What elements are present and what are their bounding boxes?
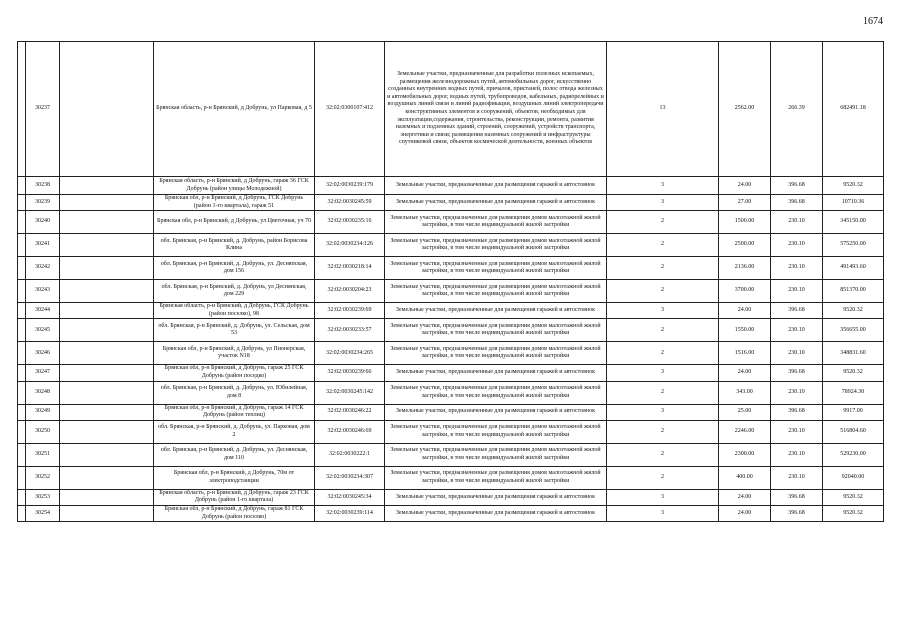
empty-cell bbox=[18, 443, 26, 466]
blank-cell bbox=[60, 211, 154, 234]
address-cell: Брянская обл, р-н Брянский, д Добрунь, ул Цветочная, уч 70 bbox=[154, 211, 315, 234]
address-cell: Брянская область, р-н Брянский, д Добрунь, гараж 36 ГСК Добрунь (район улицы Молодежной) bbox=[154, 177, 315, 195]
record-number: 30244 bbox=[26, 303, 60, 319]
page-number: 1674 bbox=[863, 16, 883, 27]
address-cell: Брянская обл, р-н Брянский, д Добрунь, гараж 81 ГСК Добрунь (район поселко) bbox=[154, 505, 315, 521]
use-group: 3 bbox=[607, 177, 719, 195]
cadastral-value: 92040.00 bbox=[823, 466, 884, 489]
empty-cell bbox=[18, 365, 26, 381]
area-cell: 27.00 bbox=[719, 195, 771, 211]
land-use-cell: Земельные участки, предназначенные для размещения домов малоэтажной жилой застройки, в том числе индивидуальной жилой застройки bbox=[385, 211, 607, 234]
empty-cell bbox=[18, 42, 26, 177]
address-cell: Брянская обл, р-н Брянский, д Добрунь, 70м от электроподстанции bbox=[154, 466, 315, 489]
specific-value: 230.10 bbox=[771, 280, 823, 303]
empty-cell bbox=[18, 404, 26, 420]
blank-cell bbox=[60, 404, 154, 420]
blank-cell bbox=[60, 319, 154, 342]
land-use-cell: Земельные участки, предназначенные для размещения домов малоэтажной жилой застройки, в том числе индивидуальной жилой застройки bbox=[385, 319, 607, 342]
use-group: 3 bbox=[607, 489, 719, 505]
area-cell: 1516.00 bbox=[719, 342, 771, 365]
specific-value: 396.68 bbox=[771, 303, 823, 319]
area-cell: 1550.00 bbox=[719, 319, 771, 342]
area-cell: 2246.00 bbox=[719, 420, 771, 443]
area-cell: 1500.00 bbox=[719, 211, 771, 234]
cadastral-number: 32:02:0030246:22 bbox=[315, 404, 385, 420]
address-cell: обл. Брянская, р-н Брянский, д. Добрунь, ул. Деснянская, дом 110 bbox=[154, 443, 315, 466]
table-body bbox=[18, 42, 884, 522]
record-number: 30251 bbox=[26, 443, 60, 466]
cadastral-value: 356655.00 bbox=[823, 319, 884, 342]
area-cell: 2562.00 bbox=[719, 42, 771, 177]
use-group: 2 bbox=[607, 211, 719, 234]
table-row bbox=[18, 404, 884, 420]
record-number: 30239 bbox=[26, 195, 60, 211]
land-use-cell: Земельные участки, предназначенные для размещения гаражей и автостоянок bbox=[385, 404, 607, 420]
cadastral-value: 516804.60 bbox=[823, 420, 884, 443]
use-group: 2 bbox=[607, 381, 719, 404]
area-cell: 25.00 bbox=[719, 404, 771, 420]
cadastral-number: 32:02:0030234:307 bbox=[315, 466, 385, 489]
land-use-cell: Земельные участки, предназначенные для размещения домов малоэтажной жилой застройки, в том числе индивидуальной жилой застройки bbox=[385, 280, 607, 303]
record-number: 30237 bbox=[26, 42, 60, 177]
table-row bbox=[18, 234, 884, 257]
specific-value: 230.10 bbox=[771, 257, 823, 280]
empty-cell bbox=[18, 177, 26, 195]
address-cell: обл. Брянская, р-н Брянский, д. Добрунь, ул. Парковая, дом 2 bbox=[154, 420, 315, 443]
use-group: 3 bbox=[607, 505, 719, 521]
cadastral-value: 9520.32 bbox=[823, 365, 884, 381]
specific-value: 230.10 bbox=[771, 443, 823, 466]
record-number: 30254 bbox=[26, 505, 60, 521]
table-row bbox=[18, 420, 884, 443]
empty-cell bbox=[18, 195, 26, 211]
address-cell: Брянская область, р-н Брянский, д Добрунь, гараж 23 ГСК Добрунь (район 1-го квартала) bbox=[154, 489, 315, 505]
specific-value: 396.68 bbox=[771, 365, 823, 381]
use-group: 2 bbox=[607, 342, 719, 365]
cadastral-number: 32:02:0030245:59 bbox=[315, 195, 385, 211]
blank-cell bbox=[60, 195, 154, 211]
area-cell: 3700.00 bbox=[719, 280, 771, 303]
address-cell: Брянская обл, р-н Брянский, д Добрунь, ул Пионерская, участок N18 bbox=[154, 342, 315, 365]
table-row bbox=[18, 42, 884, 177]
record-number: 30246 bbox=[26, 342, 60, 365]
table-row bbox=[18, 257, 884, 280]
empty-cell bbox=[18, 257, 26, 280]
specific-value: 396.68 bbox=[771, 404, 823, 420]
cadastral-number: 32:02:0300107:412 bbox=[315, 42, 385, 177]
land-use-cell: Земельные участки, предназначенные для размещения домов малоэтажной жилой застройки, в том числе индивидуальной жилой застройки bbox=[385, 342, 607, 365]
cadastral-number: 32:02:0030245:34 bbox=[315, 489, 385, 505]
blank-cell bbox=[60, 420, 154, 443]
address-cell: Брянская обл, р-н Брянский, д Добрунь, гараж 14 ГСК Добрунь (район теплиц) bbox=[154, 404, 315, 420]
specific-value: 396.68 bbox=[771, 505, 823, 521]
cadastral-number: 32:02:0030222:1 bbox=[315, 443, 385, 466]
cadastral-value: 348831.60 bbox=[823, 342, 884, 365]
address-cell: Брянская область, р-н Брянский, д Добрунь, ГСК Добрунь (район поселко), 98 bbox=[154, 303, 315, 319]
land-use-cell: Земельные участки, предназначенные для размещения домов малоэтажной жилой застройки, в том числе индивидуальной жилой застройки bbox=[385, 234, 607, 257]
land-use-cell: Земельные участки, предназначенные для размещения домов малоэтажной жилой застройки, в том числе индивидуальной жилой застройки bbox=[385, 420, 607, 443]
empty-cell bbox=[18, 466, 26, 489]
cadastral-number: 32:02:0030239:179 bbox=[315, 177, 385, 195]
land-use-cell: Земельные участки, предназначенные для размещения домов малоэтажной жилой застройки, в том числе индивидуальной жилой застройки bbox=[385, 257, 607, 280]
area-cell: 24.00 bbox=[719, 177, 771, 195]
empty-cell bbox=[18, 505, 26, 521]
specific-value: 396.68 bbox=[771, 177, 823, 195]
empty-cell bbox=[18, 342, 26, 365]
cadastral-value: 10710.36 bbox=[823, 195, 884, 211]
blank-cell bbox=[60, 257, 154, 280]
cadastral-number: 32:02:0030239:69 bbox=[315, 303, 385, 319]
empty-cell bbox=[18, 234, 26, 257]
record-number: 30248 bbox=[26, 381, 60, 404]
table-row bbox=[18, 303, 884, 319]
specific-value: 396.68 bbox=[771, 195, 823, 211]
record-number: 30249 bbox=[26, 404, 60, 420]
empty-cell bbox=[18, 489, 26, 505]
cadastral-value: 9520.32 bbox=[823, 177, 884, 195]
cadastral-value: 682491.18 bbox=[823, 42, 884, 177]
empty-cell bbox=[18, 303, 26, 319]
use-group: 3 bbox=[607, 303, 719, 319]
table-row bbox=[18, 489, 884, 505]
table-row bbox=[18, 280, 884, 303]
address-cell: Брянская обл, р-н Брянский, д Добрунь, гараж 25 ГСК Добрунь (район поседко) bbox=[154, 365, 315, 381]
blank-cell bbox=[60, 234, 154, 257]
record-number: 30250 bbox=[26, 420, 60, 443]
cadastral-value: 78924.30 bbox=[823, 381, 884, 404]
land-use-cell: Земельные участки, предназначенные для размещения домов малоэтажной жилой застройки, в том числе индивидуальной жилой застройки bbox=[385, 443, 607, 466]
cadastral-value: 9917.00 bbox=[823, 404, 884, 420]
use-group: 2 bbox=[607, 319, 719, 342]
blank-cell bbox=[60, 342, 154, 365]
cadastral-number: 32:02:0030235:16 bbox=[315, 211, 385, 234]
land-use-cell: Земельные участки, предназначенные для размещения гаражей и автостоянок bbox=[385, 365, 607, 381]
land-use-cell: Земельные участки, предназначенные для размещения гаражей и автостоянок bbox=[385, 303, 607, 319]
cadastral-number: 32:02:0030245:142 bbox=[315, 381, 385, 404]
cadastral-number: 32:02:0030218:14 bbox=[315, 257, 385, 280]
area-cell: 2300.00 bbox=[719, 443, 771, 466]
table-row bbox=[18, 443, 884, 466]
blank-cell bbox=[60, 280, 154, 303]
table-row bbox=[18, 466, 884, 489]
area-cell: 24.00 bbox=[719, 365, 771, 381]
specific-value: 230.10 bbox=[771, 234, 823, 257]
record-number: 30245 bbox=[26, 319, 60, 342]
area-cell: 24.00 bbox=[719, 489, 771, 505]
blank-cell bbox=[60, 489, 154, 505]
cadastral-number: 32:02:0030233:57 bbox=[315, 319, 385, 342]
use-group: 2 bbox=[607, 257, 719, 280]
table-row bbox=[18, 342, 884, 365]
table-row bbox=[18, 505, 884, 521]
use-group: 2 bbox=[607, 234, 719, 257]
record-number: 30238 bbox=[26, 177, 60, 195]
cadastral-value-table bbox=[17, 41, 884, 522]
cadastral-value: 9520.32 bbox=[823, 489, 884, 505]
blank-cell bbox=[60, 381, 154, 404]
cadastral-value: 491493.60 bbox=[823, 257, 884, 280]
blank-cell bbox=[60, 177, 154, 195]
table-row bbox=[18, 319, 884, 342]
address-cell: обл. Брянская, р-н Брянский, д. Добрунь, ул. Юбилейная, дом 8 bbox=[154, 381, 315, 404]
address-cell: обл. Брянская, р-н Брянский, д. Добрунь, район Борисова Клина bbox=[154, 234, 315, 257]
table-row bbox=[18, 365, 884, 381]
area-cell: 343.00 bbox=[719, 381, 771, 404]
address-cell: обл. Брянская, р-н Брянский, д. Добрунь, ул. Сельская, дом 53 bbox=[154, 319, 315, 342]
land-use-cell: Земельные участки, предназначенные для размещения гаражей и автостоянок bbox=[385, 489, 607, 505]
record-number: 30243 bbox=[26, 280, 60, 303]
address-cell: обл. Брянская, р-н Брянский, д. Добрунь, ул Деснянская, дом 229 bbox=[154, 280, 315, 303]
area-cell: 24.00 bbox=[719, 505, 771, 521]
use-group: 3 bbox=[607, 195, 719, 211]
cadastral-number: 32:02:0030239:66 bbox=[315, 365, 385, 381]
specific-value: 230.10 bbox=[771, 381, 823, 404]
land-use-cell: Земельные участки, предназначенные для размещения гаражей и автостоянок bbox=[385, 505, 607, 521]
address-cell: Брянская область, р-н Брянский, д Добрунь, ул Парковая, д 5 bbox=[154, 42, 315, 177]
land-use-cell: Земельные участки, предназначенные для размещения гаражей и автостоянок bbox=[385, 177, 607, 195]
cadastral-number: 32:02:0030246:69 bbox=[315, 420, 385, 443]
use-group: 3 bbox=[607, 365, 719, 381]
specific-value: 230.10 bbox=[771, 319, 823, 342]
specific-value: 396.68 bbox=[771, 489, 823, 505]
land-use-cell: Земельные участки, предназначенные для размещения домов малоэтажной жилой застройки, в том числе индивидуальной жилой застройки bbox=[385, 466, 607, 489]
use-group: 13 bbox=[607, 42, 719, 177]
use-group: 2 bbox=[607, 466, 719, 489]
specific-value: 230.10 bbox=[771, 420, 823, 443]
table-row bbox=[18, 381, 884, 404]
record-number: 30242 bbox=[26, 257, 60, 280]
table-row bbox=[18, 195, 884, 211]
empty-cell bbox=[18, 280, 26, 303]
blank-cell bbox=[60, 303, 154, 319]
use-group: 3 bbox=[607, 404, 719, 420]
record-number: 30253 bbox=[26, 489, 60, 505]
area-cell: 24.00 bbox=[719, 303, 771, 319]
blank-cell bbox=[60, 42, 154, 177]
land-use-cell: Земельные участки, предназначенные для размещения гаражей и автостоянок bbox=[385, 195, 607, 211]
empty-cell bbox=[18, 381, 26, 404]
use-group: 2 bbox=[607, 280, 719, 303]
cadastral-value: 575250.00 bbox=[823, 234, 884, 257]
address-cell: Брянская обл, р-н Брянский, д Добрунь, ГСК Добрунь (район 1-го квартала), гараж 51 bbox=[154, 195, 315, 211]
use-group: 2 bbox=[607, 443, 719, 466]
area-cell: 400.00 bbox=[719, 466, 771, 489]
specific-value: 230.10 bbox=[771, 211, 823, 234]
blank-cell bbox=[60, 466, 154, 489]
specific-value: 266.39 bbox=[771, 42, 823, 177]
land-use-cell: Земельные участки, предназначенные для разработки полезных ископаемых, размещения железнодорожных путей, автомобильных дорог, искусственно созданных внутренних водных путей, причалов, пристаней, полос отвода железных и автомобильных дорог, водных путей, трубопроводов, кабельных, радиорелейных и воздушных линий связи и линий радиофикации, воздушных линий электропередачи конструктивных элементов и сооружений, объектов, необходимых для эксплуатации,содержания, строительства, реконструкции, ремонта, развития наземных и подземных зданий, строений, сооружений, устройств транспорта, энергетики и связи; размещения наземных сооружений и инфраструктуры спутниковой связи, объектов космической деятельности, военных объектов bbox=[385, 42, 607, 177]
area-cell: 2500.00 bbox=[719, 234, 771, 257]
area-cell: 2136.00 bbox=[719, 257, 771, 280]
table-row bbox=[18, 177, 884, 195]
record-number: 30247 bbox=[26, 365, 60, 381]
cadastral-value: 9520.32 bbox=[823, 303, 884, 319]
land-use-cell: Земельные участки, предназначенные для размещения домов малоэтажной жилой застройки, в том числе индивидуальной жилой застройки bbox=[385, 381, 607, 404]
blank-cell bbox=[60, 443, 154, 466]
cadastral-number: 32:02:0030239:114 bbox=[315, 505, 385, 521]
cadastral-number: 32:02:0030234:265 bbox=[315, 342, 385, 365]
blank-cell bbox=[60, 365, 154, 381]
record-number: 30252 bbox=[26, 466, 60, 489]
blank-cell bbox=[60, 505, 154, 521]
cadastral-number: 32:02:0030234:126 bbox=[315, 234, 385, 257]
cadastral-number: 32:02:0030204:23 bbox=[315, 280, 385, 303]
address-cell: обл. Брянская, р-н Брянский, д. Добрунь, ул. Десняпская, дом 156 bbox=[154, 257, 315, 280]
empty-cell bbox=[18, 319, 26, 342]
record-number: 30241 bbox=[26, 234, 60, 257]
cadastral-value: 9520.32 bbox=[823, 505, 884, 521]
cadastral-value: 529230.00 bbox=[823, 443, 884, 466]
empty-cell bbox=[18, 211, 26, 234]
use-group: 2 bbox=[607, 420, 719, 443]
cadastral-value: 851370.00 bbox=[823, 280, 884, 303]
specific-value: 230.10 bbox=[771, 342, 823, 365]
table-row bbox=[18, 211, 884, 234]
empty-cell bbox=[18, 420, 26, 443]
specific-value: 230.10 bbox=[771, 466, 823, 489]
record-number: 30240 bbox=[26, 211, 60, 234]
cadastral-value: 345150.00 bbox=[823, 211, 884, 234]
